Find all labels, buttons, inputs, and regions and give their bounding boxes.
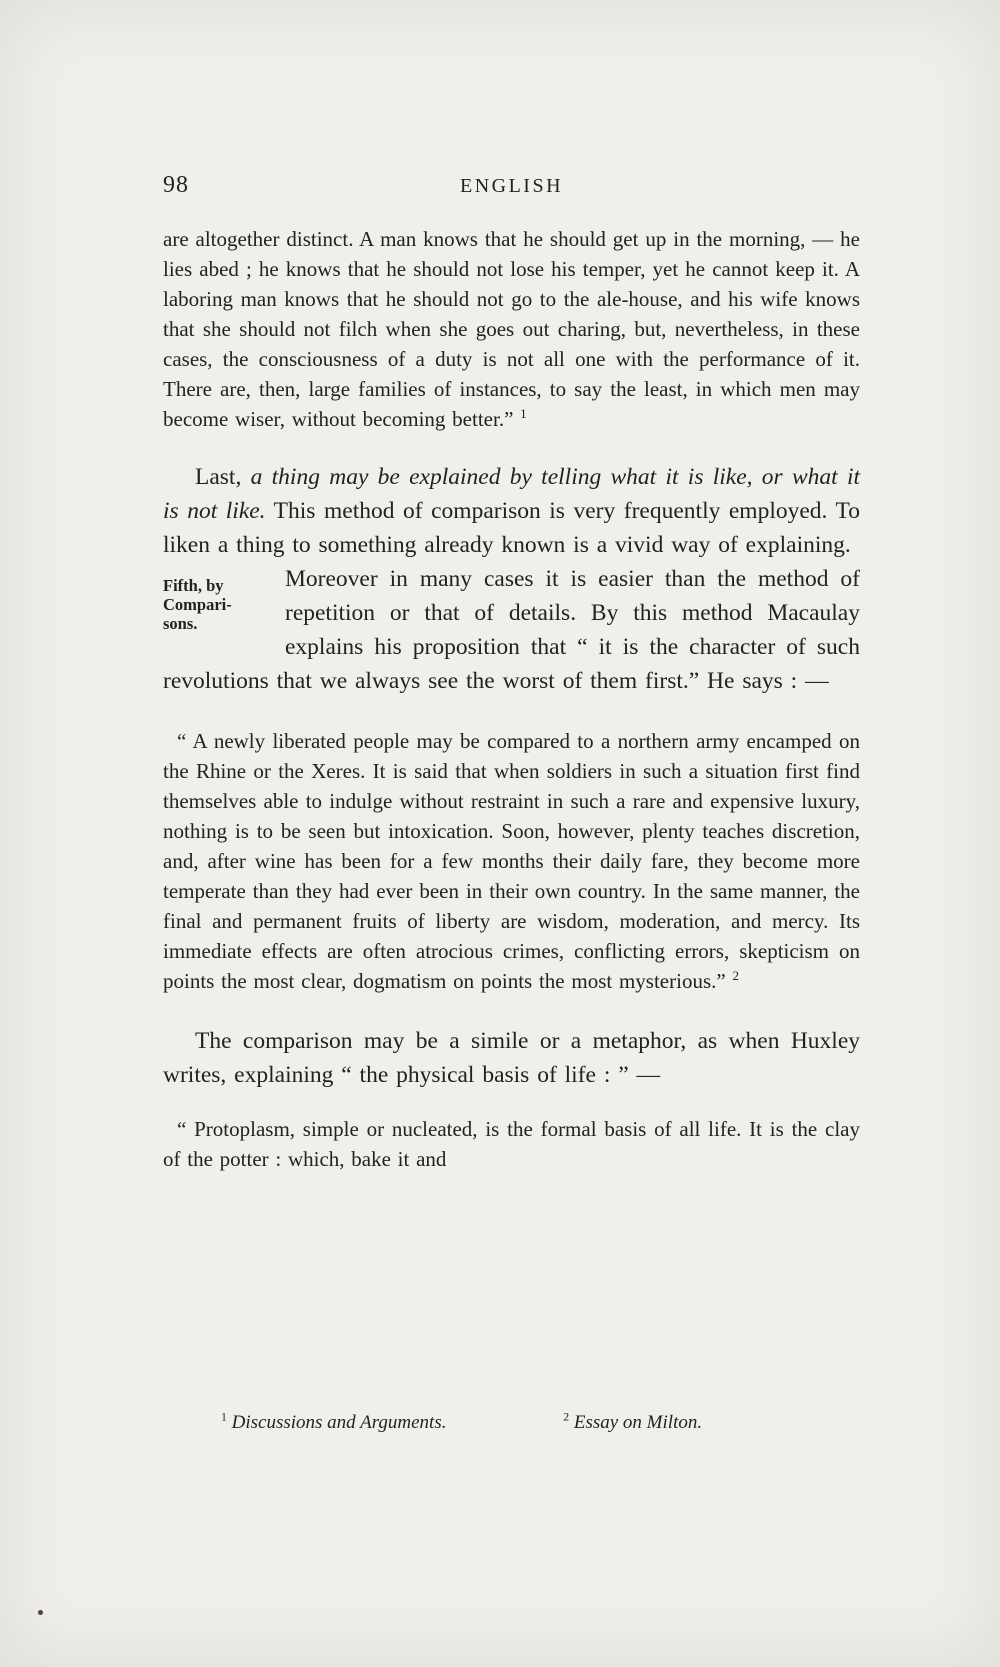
paragraph-comparison: The comparison may be a simile or a metaphor, as when Huxley writes, explaining “ the physical basis of life : ” — <box>163 1028 860 1088</box>
paragraph-last-lead: Last, <box>195 464 242 490</box>
margin-note <box>163 562 277 664</box>
footnote-1-text: Discussions and Arguments. <box>231 1412 447 1433</box>
footnote-2 <box>563 1412 702 1434</box>
page-number: 98 <box>163 172 189 198</box>
running-header: ENGLISH <box>459 175 564 197</box>
margin-note-line-2: Compari- <box>163 595 232 614</box>
quote-huxley: “ Protoplasm, simple or nucleated, is the formal basis of all life. It is the clay of the potter : which, bake it and <box>163 1117 860 1171</box>
paragraph-last-rest: This method of comparison is very frequently employed. To liken a thing to something already known is a vivid way of explaining. <box>163 498 860 558</box>
quote-newman-text: are altogether distinct. A man knows that he should get up in the morning, — he lies abed ; he knows that he should not lose his temper, yet he cannot keep it. A laboring man knows that he should not go to the ale-house, and his wife knows that she should not filch when she goes out charing, but, nevertheless, in these cases, the consciousness of a duty is not all one with the performance of it. There are, then, large families of instances, to say the least, in which men may become wiser, without becoming better.” <box>163 227 860 431</box>
margin-note-line-3: sons. <box>163 614 198 633</box>
quote-newman <box>163 224 860 434</box>
paragraph-last <box>163 460 860 562</box>
footnote-1 <box>221 1412 446 1434</box>
page-body <box>163 224 860 1174</box>
footnote-2-text: Essay on Milton. <box>573 1412 703 1433</box>
paragraph-last-italic: a thing may be explained by telling what it is like, or what it is not like. <box>163 464 861 524</box>
footnotes <box>163 1412 860 1434</box>
quote-macaulay-text: “ A newly liberated people may be compared to a northern army encamped on the Rhine or the Xeres. It is said that when soldiers in such a situation first find themselves able to indulge without restraint in such a rare and expensive luxury, nothing is to be seen but intoxication. Soon, however, plenty teaches discretion, and, after wine has been for a few months their daily fare, they become more temperate than they had ever been in their own country. In the same manner, the final and permanent fruits of liberty are wisdom, moderation, and mercy. Its immediate effects are often atrocious crimes, conflicting errors, skepticism on points the most clear, dogmatism on points the most mysterious.” <box>163 729 860 993</box>
page-header <box>163 172 860 206</box>
paragraph-last-continuation <box>163 562 860 698</box>
quote-macaulay <box>163 726 860 996</box>
scan-speck <box>38 1610 43 1615</box>
footnote-1-number: 1 <box>221 1410 227 1424</box>
footnote-ref-2: 2 <box>732 968 739 983</box>
margin-note-line-1: Fifth, by <box>163 576 224 595</box>
paragraph-last-continuation-text: Moreover in many cases it is easier than the method of repetition or that of details. By this method Macaulay explains his proposition that “ it is the character of such revolutions that we always see the worst of them first.” He says : — <box>163 566 860 694</box>
footnote-ref-1: 1 <box>520 406 527 421</box>
footnote-2-number: 2 <box>563 1410 570 1424</box>
